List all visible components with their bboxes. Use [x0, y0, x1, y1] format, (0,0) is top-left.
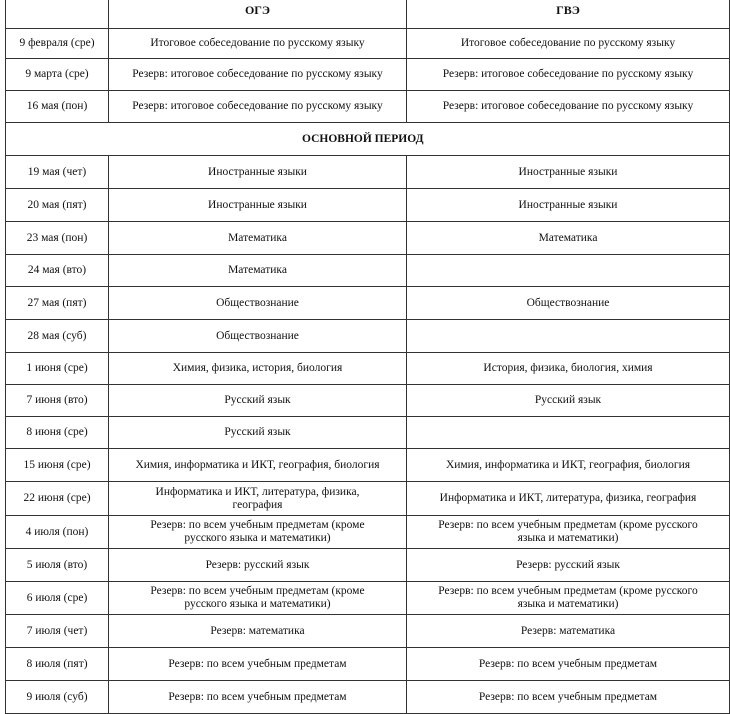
header-oge: ОГЭ: [109, 0, 407, 29]
table-row: [6, 449, 730, 482]
oge-cell: Резерв: итоговое собеседование по русскому языку: [109, 91, 407, 123]
oge-cell: Русский язык: [109, 385, 407, 417]
table-row: [6, 320, 730, 353]
date-cell: 9 марта (сре): [6, 59, 109, 91]
gve-cell: Резерв: по всем учебным предметам: [407, 648, 730, 681]
oge-cell: Резерв: по всем учебным предметам: [109, 648, 407, 681]
header-gve: ГВЭ: [407, 0, 730, 29]
gve-cell: Математика: [407, 222, 730, 255]
gve-cell: Иностранные языки: [407, 156, 730, 189]
date-cell: 9 июля (суб): [6, 681, 109, 714]
oge-cell: Обществознание: [109, 320, 407, 353]
date-cell: 7 июня (вто): [6, 385, 109, 417]
gve-cell: Резерв: итоговое собеседование по русскому языку: [407, 59, 730, 91]
table-row: [6, 516, 730, 549]
date-cell: 8 июля (пят): [6, 648, 109, 681]
oge-cell: Информатика и ИКТ, литература, физика, география: [109, 482, 407, 516]
table-row: [6, 287, 730, 320]
gve-cell: Химия, информатика и ИКТ, география, биология: [407, 449, 730, 482]
date-cell: 7 июля (чет): [6, 615, 109, 648]
table-row: [6, 582, 730, 615]
oge-cell: Иностранные языки: [109, 156, 407, 189]
gve-cell: Иностранные языки: [407, 189, 730, 222]
gve-cell: Русский язык: [407, 385, 730, 417]
table-row: [6, 189, 730, 222]
oge-cell: Русский язык: [109, 417, 407, 449]
oge-cell: Иностранные языки: [109, 189, 407, 222]
gve-cell: Резерв: по всем учебным предметам (кроме русского языка и математики): [407, 582, 730, 615]
gve-cell: Резерв: математика: [407, 615, 730, 648]
oge-cell: Резерв: математика: [109, 615, 407, 648]
date-cell: 20 мая (пят): [6, 189, 109, 222]
date-cell: 9 февраля (сре): [6, 29, 109, 59]
table-row: [6, 29, 730, 59]
header-row: [6, 0, 730, 29]
oge-cell: Математика: [109, 255, 407, 287]
table-row: [6, 615, 730, 648]
oge-cell: Резерв: по всем учебным предметам: [109, 681, 407, 714]
gve-cell: Информатика и ИКТ, литература, физика, география: [407, 482, 730, 516]
date-cell: 22 июня (сре): [6, 482, 109, 516]
date-cell: 27 мая (пят): [6, 287, 109, 320]
oge-cell: Математика: [109, 222, 407, 255]
table-row: [6, 222, 730, 255]
oge-cell: Резерв: русский язык: [109, 549, 407, 582]
oge-cell: Резерв: по всем учебным предметам (кроме русского языка и математики): [109, 516, 407, 549]
table-row: [6, 417, 730, 449]
gve-cell: Резерв: русский язык: [407, 549, 730, 582]
table-row: [6, 156, 730, 189]
gve-cell: [407, 320, 730, 353]
date-cell: 19 мая (чет): [6, 156, 109, 189]
section-title: ОСНОВНОЙ ПЕРИОД: [6, 123, 730, 156]
table-row: [6, 91, 730, 123]
gve-cell: Итоговое собеседование по русскому языку: [407, 29, 730, 59]
gve-cell: [407, 417, 730, 449]
date-cell: 23 мая (пон): [6, 222, 109, 255]
table-row: [6, 59, 730, 91]
date-cell: 6 июля (сре): [6, 582, 109, 615]
gve-cell: История, физика, биология, химия: [407, 353, 730, 385]
oge-cell: Итоговое собеседование по русскому языку: [109, 29, 407, 59]
gve-cell: Резерв: итоговое собеседование по русскому языку: [407, 91, 730, 123]
section-row: [6, 123, 730, 156]
gve-cell: Обществознание: [407, 287, 730, 320]
date-cell: 5 июля (вто): [6, 549, 109, 582]
date-cell: 8 июня (сре): [6, 417, 109, 449]
gve-cell: [407, 255, 730, 287]
table-row: [6, 549, 730, 582]
oge-cell: Обществознание: [109, 287, 407, 320]
date-cell: 24 мая (вто): [6, 255, 109, 287]
date-cell: 28 мая (суб): [6, 320, 109, 353]
gve-cell: Резерв: по всем учебным предметам: [407, 681, 730, 714]
oge-cell: Резерв: итоговое собеседование по русскому языку: [109, 59, 407, 91]
table-row: [6, 255, 730, 287]
table-row: [6, 385, 730, 417]
table-row: [6, 482, 730, 516]
oge-cell: Химия, информатика и ИКТ, география, биология: [109, 449, 407, 482]
table-row: [6, 353, 730, 385]
exam-schedule-table: [5, 0, 730, 714]
date-cell: 16 мая (пон): [6, 91, 109, 123]
header-date: [6, 0, 109, 29]
date-cell: 1 июня (сре): [6, 353, 109, 385]
date-cell: 15 июня (сре): [6, 449, 109, 482]
date-cell: 4 июля (пон): [6, 516, 109, 549]
gve-cell: Резерв: по всем учебным предметам (кроме русского языка и математики): [407, 516, 730, 549]
table-row: [6, 648, 730, 681]
oge-cell: Резерв: по всем учебным предметам (кроме русского языка и математики): [109, 582, 407, 615]
oge-cell: Химия, физика, история, биология: [109, 353, 407, 385]
